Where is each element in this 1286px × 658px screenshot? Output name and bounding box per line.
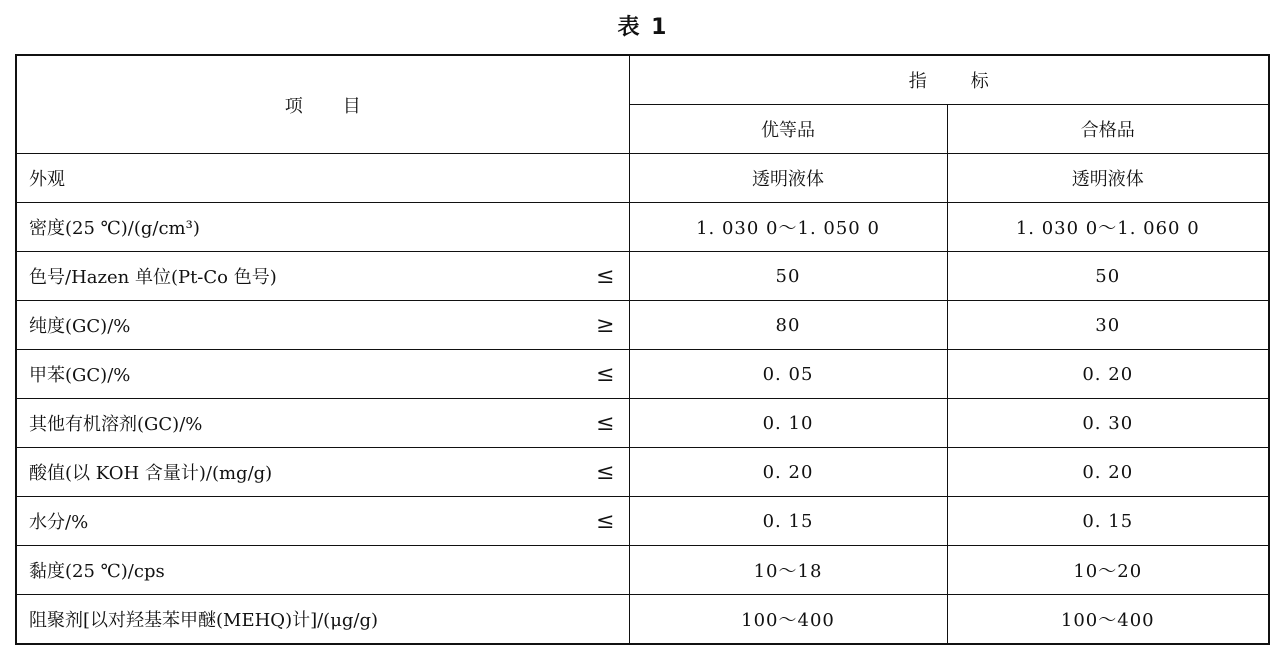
row-item (16, 154, 629, 203)
table-row (16, 301, 1269, 350)
item-label: 酸值(以 KOH 含量计)/(mg/g) (29, 463, 273, 484)
table-row (16, 595, 1269, 645)
value-grade-a: 80 (629, 301, 947, 350)
value-grade-b: 100～400 (947, 595, 1269, 645)
header-item: 项目 (16, 55, 629, 154)
operator: ≥ (596, 312, 615, 338)
operator: ≤ (596, 361, 615, 387)
item-label: 水分/% (29, 512, 89, 533)
item-label: 黏度(25 ℃)/cps (29, 561, 165, 582)
row-item (16, 203, 629, 252)
header-grade-b: 合格品 (947, 105, 1269, 154)
value-grade-b: 50 (947, 252, 1269, 301)
table-row (16, 350, 1269, 399)
value-grade-b: 0. 15 (947, 497, 1269, 546)
table-row (16, 497, 1269, 546)
value-grade-b: 0. 20 (947, 350, 1269, 399)
value-grade-b: 30 (947, 301, 1269, 350)
item-label: 纯度(GC)/% (29, 316, 131, 337)
value-grade-b: 透明液体 (947, 154, 1269, 203)
value-grade-a: 0. 10 (629, 399, 947, 448)
value-grade-a: 1. 030 0～1. 050 0 (629, 203, 947, 252)
table-row (16, 203, 1269, 252)
table-row (16, 448, 1269, 497)
header-row-1 (16, 55, 1269, 105)
row-item (16, 350, 629, 399)
table-row (16, 399, 1269, 448)
value-grade-b: 0. 20 (947, 448, 1269, 497)
header-grade-a: 优等品 (629, 105, 947, 154)
operator: ≤ (596, 508, 615, 534)
row-item (16, 497, 629, 546)
spec-table (15, 54, 1270, 645)
operator: ≤ (596, 410, 615, 436)
table-row (16, 546, 1269, 595)
value-grade-a: 0. 15 (629, 497, 947, 546)
table-row (16, 154, 1269, 203)
row-item (16, 448, 629, 497)
row-item (16, 399, 629, 448)
value-grade-a: 0. 05 (629, 350, 947, 399)
item-label: 密度(25 ℃)/(g/cm³) (29, 218, 200, 239)
item-label: 其他有机溶剂(GC)/% (29, 414, 203, 435)
value-grade-a: 10～18 (629, 546, 947, 595)
value-grade-b: 1. 030 0～1. 060 0 (947, 203, 1269, 252)
operator: ≤ (596, 263, 615, 289)
table-row (16, 252, 1269, 301)
item-label: 色号/Hazen 单位(Pt-Co 色号) (29, 267, 277, 288)
value-grade-a: 透明液体 (629, 154, 947, 203)
value-grade-a: 50 (629, 252, 947, 301)
row-item (16, 252, 629, 301)
value-grade-b: 10～20 (947, 546, 1269, 595)
row-item (16, 546, 629, 595)
item-label: 外观 (29, 169, 65, 190)
value-grade-a: 100～400 (629, 595, 947, 645)
item-label: 阻聚剂[以对羟基苯甲醚(MEHQ)计]/(μg/g) (29, 610, 379, 631)
item-label: 甲苯(GC)/% (29, 365, 131, 386)
value-grade-a: 0. 20 (629, 448, 947, 497)
table-caption: 表 1 (617, 15, 669, 40)
row-item (16, 301, 629, 350)
header-index: 指标 (629, 55, 1269, 105)
operator: ≤ (596, 459, 615, 485)
value-grade-b: 0. 30 (947, 399, 1269, 448)
row-item (16, 595, 629, 645)
